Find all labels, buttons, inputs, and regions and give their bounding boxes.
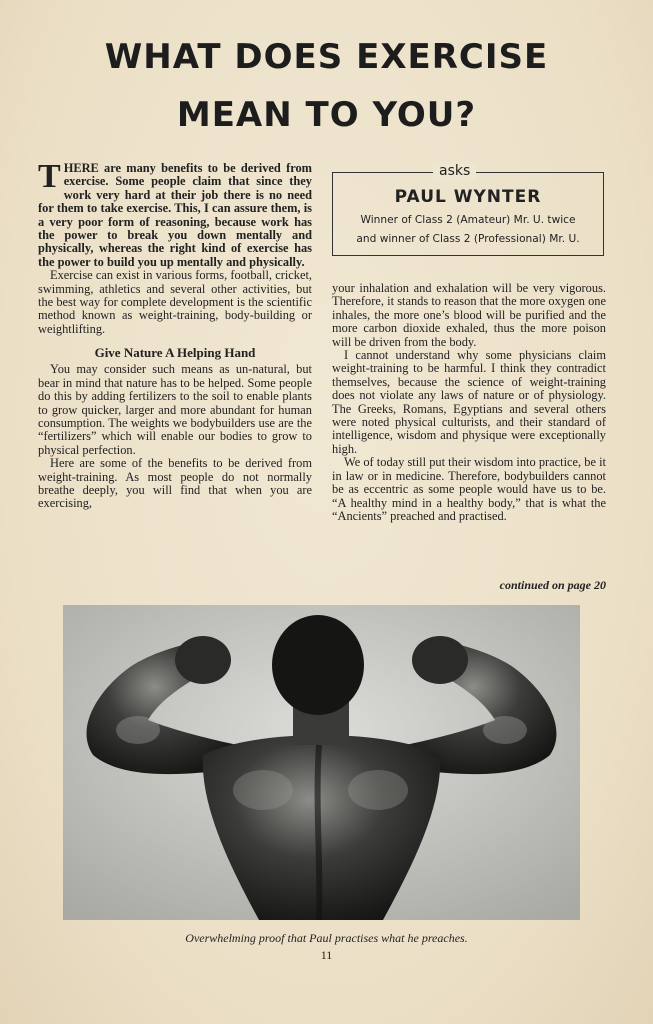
title-line-1: WHAT DOES EXERCISE <box>104 37 549 77</box>
continued-note: continued on page 20 <box>499 578 606 592</box>
paragraph-5: your inhalation and exhalation will be very vigorous. Therefore, it stands to reason that the more oxygen one inhales, the more one’s blood will be purified and the more carbon dioxide exhaled, thus the more poison will be driven from the body. <box>332 281 606 349</box>
title-line-2: MEAN TO YOU? <box>176 95 477 135</box>
left-column <box>38 158 312 511</box>
author-credentials <box>333 211 603 249</box>
drop-cap: T <box>38 158 61 195</box>
byline-asks: asks <box>433 162 476 180</box>
credential-line-2: and winner of Class 2 (Professional) Mr. U. <box>356 233 580 245</box>
lead-text: HERE are many benefits to be derived from exercise. Some people claim that since they work very hard at their job there is no need for them to take exercise. This, I can assure them, is a very poor form of reasoning, because work has the power to break you down mentally and physically, whereas the right kind of exercise has the power to build you up mentally and physically. <box>38 161 312 269</box>
article-title <box>30 28 623 144</box>
author-name: PAUL WYNTER <box>394 187 542 207</box>
page-number: 11 <box>320 948 333 962</box>
photo-illustration <box>63 605 580 920</box>
lead-paragraph <box>38 158 312 269</box>
paragraph-2: Exercise can exist in various forms, football, cricket, swimming, athletics and several other activities, but the best way for complete development is the scientific method known as weight-training, body-building or weightlifting. <box>38 268 312 336</box>
paragraph-7: We of today still put their wisdom into practice, be it in law or in medicine. Therefore, bodybuilders cannot be as eccentric as some people would have us to be. “A healthy mind in a healthy body,” that is what the “Ancients” preached and practised. <box>332 455 606 523</box>
right-column <box>332 282 606 523</box>
section-subheading: Give Nature A Helping Hand <box>94 345 256 361</box>
bodybuilder-photo <box>63 605 580 920</box>
paragraph-6: I cannot understand why some physicians claim weight-training to be harmful. I think they contradict themselves, because the science of weight-training does not violate any laws of nature or of physiology. The Greeks, Romans, Egyptians and several others were noted physical culturists, and their standard of intelligence, wisdom and physique were exceptionally high. <box>332 348 606 456</box>
paragraph-3: You may consider such means as un-natural, but bear in mind that nature has to be helped. Some people do this by adding fertilizers to the soil to enable plants to grow quicker, larger and more abundant for human consumption. The weights we bodybuilders use are the “fertilizers” which will enable our bodies to grow to physical perfection. <box>38 362 312 457</box>
photo-caption: Overwhelming proof that Paul practises what he preaches. <box>185 931 468 945</box>
paragraph-4: Here are some of the benefits to be derived from weight-training. As most people do not normally breathe deeply, you will find that when you are exercising, <box>38 456 312 511</box>
credential-line-1: Winner of Class 2 (Amateur) Mr. U. twice <box>360 214 576 226</box>
byline-box <box>332 163 604 256</box>
